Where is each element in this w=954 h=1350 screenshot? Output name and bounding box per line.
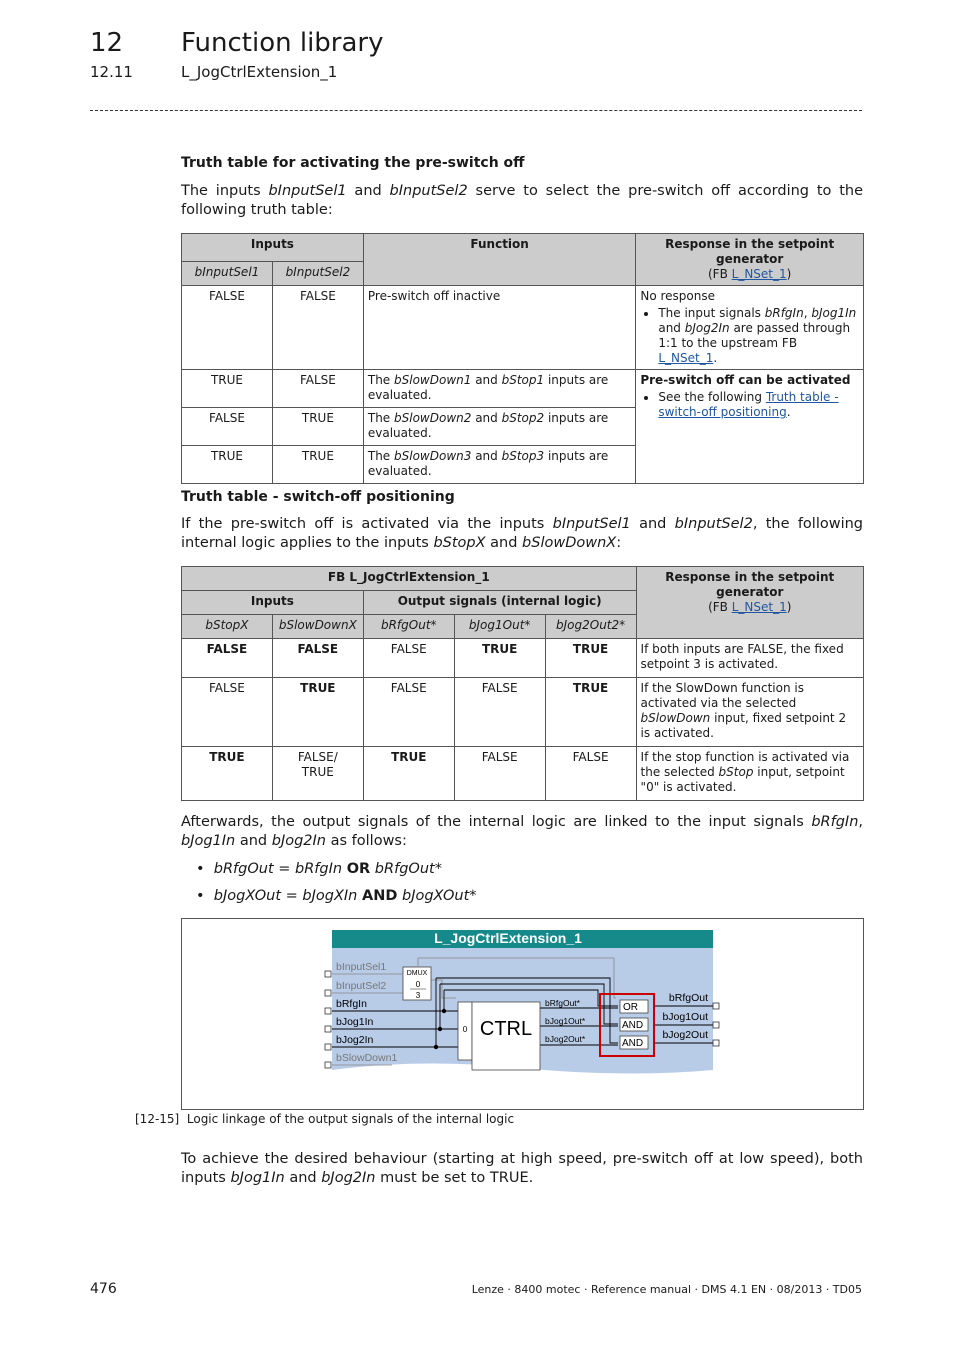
cell-value: TRUE xyxy=(545,678,636,747)
cell-value: FALSE xyxy=(272,286,363,370)
cell-value: FALSE xyxy=(272,370,363,408)
cell-value: TRUE xyxy=(272,446,363,484)
mux-port-0: 0 xyxy=(462,1025,468,1034)
gate-label: AND xyxy=(622,1038,644,1049)
table-row xyxy=(182,747,864,801)
header-inputs: Inputs xyxy=(182,591,364,615)
cell-response: If both inputs are FALSE, the fixed setpoint 3 is activated. xyxy=(636,639,863,678)
cell-value: FALSE xyxy=(182,678,273,747)
header-divider xyxy=(90,110,862,111)
table-row xyxy=(182,286,864,370)
cell-function: Pre-switch off inactive xyxy=(363,286,635,370)
closing-paragraph: To achieve the desired behaviour (starting at high speed, pre-switch off at low speed), both inputs bJog1In and bJog2In must be set to TRUE. xyxy=(181,1151,863,1186)
positioning-paragraph: If the pre-switch off is activated via the inputs bInputSel1 and bInputSel2, the following internal logic applies to the inputs bStopX and bSlowDownX: xyxy=(181,516,864,551)
input-label: bRfgIn xyxy=(336,998,367,1010)
section-title: L_JogCtrlExtension_1 xyxy=(181,63,338,81)
port-in xyxy=(325,971,331,977)
port-in xyxy=(325,990,331,996)
equation-rfgout: • bRfgOut = bRfgIn OR bRfgOut* xyxy=(196,861,442,877)
cell-value: TRUE xyxy=(182,747,273,801)
cell-value: FALSE xyxy=(545,747,636,801)
function-block-diagram xyxy=(322,928,722,1078)
input-label: bJog1In xyxy=(336,1016,374,1028)
col-header-inputs: Inputs xyxy=(182,234,364,262)
cell-value: TRUE xyxy=(182,370,273,408)
cell-function: The bSlowDown1 and bStop1 inputs are evaluated. xyxy=(363,370,635,408)
table-row xyxy=(182,370,864,408)
section-number: 12.11 xyxy=(90,63,133,81)
table-row xyxy=(182,639,864,678)
footer-doc-info: Lenze · 8400 motec · Reference manual · DMS 4.1 EN · 08/2013 · TD05 xyxy=(471,1283,862,1296)
dmux-port-3: 3 xyxy=(415,991,421,1000)
cell-value: TRUE xyxy=(363,747,454,801)
cell-value: TRUE xyxy=(272,408,363,446)
link-l-nset-1[interactable]: L_NSet_1 xyxy=(658,351,714,365)
subheader-binputsel2: bInputSel2 xyxy=(272,262,363,286)
input-label: bSlowDown1 xyxy=(336,1052,398,1064)
internal-signal: bJog1Out* xyxy=(545,1016,586,1026)
subheader: bRfgOut* xyxy=(363,615,454,639)
link-l-nset-1[interactable]: L_NSet_1 xyxy=(731,600,787,614)
ctrl-label: CTRL xyxy=(479,1018,533,1040)
cell-value: TRUE xyxy=(545,639,636,678)
cell-response: Pre-switch off can be activated • See the following Truth table - switch-off positioning. xyxy=(636,370,864,484)
dmux-label: DMUX xyxy=(406,970,428,977)
port-out xyxy=(713,1022,719,1028)
cell-value: FALSE xyxy=(182,639,273,678)
heading-switch-off-positioning: Truth table - switch-off positioning xyxy=(181,489,455,505)
port-in xyxy=(325,1044,331,1050)
input-label: bInputSel1 xyxy=(336,961,387,973)
link-truth-table-switch-off[interactable]: Truth table - switch-off positioning xyxy=(658,390,839,419)
cell-function: The bSlowDown2 and bStop2 inputs are evaluated. xyxy=(363,408,635,446)
col-header-response: Response in the setpoint generator (FB L_NSet_1) xyxy=(636,234,864,286)
subheader: bJog1Out* xyxy=(454,615,545,639)
cell-value: FALSE xyxy=(363,639,454,678)
gate-label: AND xyxy=(622,1020,644,1031)
link-l-nset-1[interactable]: L_NSet_1 xyxy=(731,267,787,281)
col-header-response: Response in the setpoint generator (FB L_NSet_1) xyxy=(636,567,863,639)
chapter-number: 12 xyxy=(90,28,124,58)
cell-value: TRUE xyxy=(182,446,273,484)
output-label: bRfgOut xyxy=(668,992,708,1004)
table-row xyxy=(182,678,864,747)
internal-signal: bRfgOut* xyxy=(545,998,580,1008)
gate-label: OR xyxy=(623,1002,638,1013)
figure-caption: [12-15] Logic linkage of the output signals of the internal logic xyxy=(135,1112,515,1126)
cell-value: TRUE xyxy=(454,639,545,678)
port-in xyxy=(325,1026,331,1032)
block-title: L_JogCtrlExtension_1 xyxy=(434,930,582,946)
internal-signal: bJog2Out* xyxy=(545,1034,586,1044)
input-label: bInputSel2 xyxy=(336,980,387,992)
port-out xyxy=(713,1040,719,1046)
output-label: bJog1Out xyxy=(662,1011,708,1023)
linkage-paragraph: Afterwards, the output signals of the internal logic are linked to the input signals bRfgIn, bJog1In and bJog2In as follows: xyxy=(181,814,863,849)
header-fb: FB L_JogCtrlExtension_1 xyxy=(182,567,637,591)
port-in xyxy=(325,1062,331,1068)
cell-value: TRUE xyxy=(272,678,363,747)
port-out xyxy=(713,1003,719,1009)
cell-value: FALSE xyxy=(182,408,273,446)
cell-response: If the stop function is activated via the selected bStop input, setpoint "0" is activated. xyxy=(636,747,863,801)
cell-value: FALSE xyxy=(454,747,545,801)
cell-value: FALSE xyxy=(272,639,363,678)
cell-response: No response • The input signals bRfgIn, bJog1In and bJog2In are passed through 1:1 to the upstream FB L_NSet_1. xyxy=(636,286,864,370)
subheader: bJog2Out2* xyxy=(545,615,636,639)
truth-table-positioning xyxy=(181,566,864,801)
header-outputs: Output signals (internal logic) xyxy=(363,591,636,615)
subheader: bSlowDownX xyxy=(272,615,363,639)
port-in xyxy=(325,1008,331,1014)
dmux-port-0: 0 xyxy=(415,980,421,989)
output-label: bJog2Out xyxy=(662,1029,708,1041)
cell-value: FALSE xyxy=(454,678,545,747)
input-label: bJog2In xyxy=(336,1034,374,1046)
equation-jogxout: • bJogXOut = bJogXIn AND bJogXOut* xyxy=(196,888,477,904)
subheader-binputsel1: bInputSel1 xyxy=(182,262,273,286)
cell-value: FALSE xyxy=(363,678,454,747)
cell-value: FALSE xyxy=(182,286,273,370)
cell-value: FALSE/ TRUE xyxy=(272,747,363,801)
subheader: bStopX xyxy=(182,615,273,639)
cell-function: The bSlowDown3 and bStop3 inputs are evaluated. xyxy=(363,446,635,484)
cell-response: If the SlowDown function is activated via the selected bSlowDown input, fixed setpoint 2 is activated. xyxy=(636,678,863,747)
page-number: 476 xyxy=(90,1281,117,1297)
chapter-title: Function library xyxy=(181,28,384,58)
truth-table-pre-switch xyxy=(181,233,864,484)
heading-pre-switch-truth-table: Truth table for activating the pre-switch off xyxy=(181,155,525,171)
intro-paragraph: The inputs bInputSel1 and bInputSel2 serve to select the pre-switch off according to the following truth table: xyxy=(181,183,863,218)
col-header-function: Function xyxy=(363,234,635,286)
